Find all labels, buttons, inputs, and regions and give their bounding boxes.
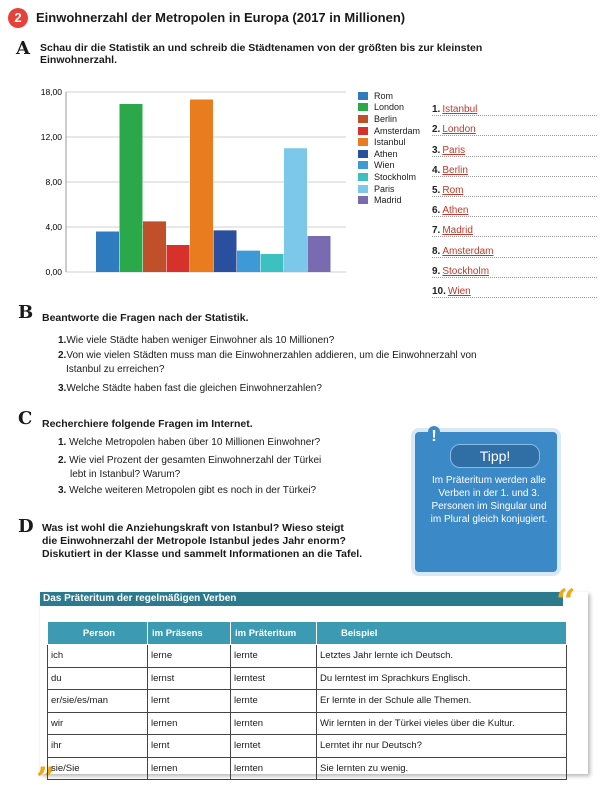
table-cell: lernt [148, 690, 231, 713]
legend-label: Berlin [374, 113, 398, 124]
legend-item [358, 90, 420, 102]
section-b-letter: B [18, 302, 34, 323]
bar-istanbul [190, 100, 213, 273]
table-cell: lernst [148, 667, 231, 690]
bar-wien [237, 251, 260, 272]
answer-city: Madrid [442, 225, 473, 237]
legend-label: Wien [374, 160, 395, 171]
legend-swatch [358, 138, 368, 146]
question-text: Welche Metropolen haben über 10 Millionen Einwohner? [69, 437, 321, 448]
bar-athen [214, 230, 237, 272]
section-d-letter: D [18, 516, 34, 537]
y-tick-label: 18,00 [40, 87, 62, 97]
legend-item [358, 113, 420, 125]
table-cell: lerntet [231, 735, 317, 758]
answer-number: 6. [432, 205, 441, 217]
answer-city: Paris [442, 144, 466, 156]
section-c-letter: C [18, 408, 33, 429]
legend-label: Amsterdam [374, 125, 421, 136]
table-cell: lernte [231, 690, 317, 713]
answer-number: 1. [432, 104, 441, 116]
table-cell: Er lernte in der Schule alle Themen. [317, 690, 567, 713]
y-tick-label: 8,00 [45, 177, 62, 187]
answer-list [432, 96, 597, 298]
legend-item [358, 183, 420, 195]
legend-item [358, 160, 420, 172]
table-cell: lernten [231, 757, 317, 780]
grammar-table-title: Das Präteritum der regelmäßigen Verben [40, 592, 563, 606]
bar-stockholm [261, 254, 284, 272]
section-d-line2: die Einwohnerzahl der Metropole Istanbul jedes Jahr enorm? [42, 535, 346, 547]
tip-title: Tipp! [450, 444, 540, 468]
question-text: Wie viel Prozent der gesamten Einwohnerzahl der Türkei [69, 455, 322, 466]
answer-city: Rom [442, 184, 464, 196]
answer-number: 5. [432, 184, 441, 196]
answer-number: 3. [432, 144, 441, 156]
question-text: Wie viele Städte haben weniger Einwohner als 10 Millionen? [66, 335, 335, 346]
answer-city: Istanbul [442, 104, 478, 116]
bar-paris [284, 148, 307, 272]
table-cell: sie/Sie [48, 757, 148, 780]
bar-london [120, 104, 143, 272]
table-row [48, 690, 567, 713]
legend-item [358, 171, 420, 183]
question-text: Von wie vielen Städten muss man die Einwohnerzahlen addieren, um die Einwohnerzahl von [66, 350, 477, 361]
bar-berlin [143, 221, 166, 272]
section-d-line1: Was ist wohl die Anziehungskraft von Istanbul? Wieso steigt [42, 522, 344, 534]
legend-item [358, 125, 420, 137]
answer-number: 8. [432, 245, 441, 257]
table-cell: Du lerntest im Sprachkurs Englisch. [317, 667, 567, 690]
exercise-number-badge: 2 [8, 8, 28, 28]
table-cell: er/sie/es/man [48, 690, 148, 713]
table-row [48, 735, 567, 758]
section-c-question-1 [58, 436, 320, 450]
table-header-row [48, 622, 567, 645]
answer-item [432, 136, 597, 156]
section-d-line3: Diskutiert in der Klasse und sammelt Informationen an die Tafel. [42, 548, 363, 560]
legend-swatch [358, 161, 368, 169]
answer-item [432, 258, 597, 278]
legend-swatch [358, 103, 368, 111]
header-praesens: im Präsens [148, 622, 231, 645]
question-text: Welche weiteren Metropolen gibt es noch in der Türkei? [69, 485, 317, 496]
answer-item [432, 177, 597, 197]
legend-item [358, 194, 420, 206]
answer-city: Athen [442, 205, 469, 217]
table-cell: ich [48, 645, 148, 668]
answer-item [432, 197, 597, 217]
header-beispiel: Beispiel [317, 622, 567, 645]
y-tick-label: 4,00 [45, 222, 62, 232]
legend-swatch [358, 115, 368, 123]
legend-swatch [358, 196, 368, 204]
question-number: 2. [58, 350, 67, 361]
section-c-title: Recherchiere folgende Fragen im Internet. [42, 418, 253, 430]
answer-city: London [442, 124, 476, 136]
answer-item [432, 157, 597, 177]
answer-city: Berlin [442, 164, 468, 176]
legend-swatch [358, 92, 368, 100]
table-cell: lernen [148, 712, 231, 735]
table-row [48, 712, 567, 735]
section-b-question-2 [58, 349, 477, 363]
bar-rom [96, 232, 119, 273]
section-b-title: Beantworte die Fragen nach der Statistik. [42, 312, 249, 324]
section-c-question-2 [58, 454, 321, 468]
answer-item [432, 116, 597, 136]
question-number: 3. [58, 383, 67, 394]
answer-number: 2. [432, 124, 441, 136]
table-cell: lerntest [231, 667, 317, 690]
legend-label: Stockholm [374, 171, 417, 182]
answer-city: Stockholm [442, 265, 490, 277]
legend-label: Paris [374, 183, 395, 194]
section-a-instruction-line2: Einwohnerzahl. [40, 54, 118, 66]
section-b-question-1 [58, 334, 334, 348]
exercise-title: Einwohnerzahl der Metropolen in Europa (2017 in Millionen) [36, 10, 406, 25]
bar-amsterdam [167, 245, 190, 272]
question-number: 1. [58, 437, 67, 448]
bar-madrid [308, 236, 331, 272]
legend-label: London [374, 102, 405, 113]
legend-item [358, 136, 420, 148]
answer-number: 10. [432, 285, 446, 297]
question-text: Welche Städte haben fast die gleichen Einwohnerzahlen? [66, 383, 322, 394]
legend-swatch [358, 127, 368, 135]
legend-item [358, 102, 420, 114]
answer-item [432, 278, 597, 298]
answer-number: 4. [432, 164, 441, 176]
y-tick-label: 12,00 [40, 132, 62, 142]
legend-label: Athen [374, 148, 398, 159]
table-cell: lernen [148, 757, 231, 780]
header-praeteritum: im Präteritum [231, 622, 317, 645]
answer-number: 9. [432, 265, 441, 277]
section-c-question-3 [58, 484, 316, 498]
chart-legend [358, 90, 420, 206]
grammar-table [47, 621, 567, 780]
table-row [48, 757, 567, 780]
legend-item [358, 148, 420, 160]
table-cell: ihr [48, 735, 148, 758]
legend-swatch [358, 150, 368, 158]
answer-city: Wien [447, 285, 471, 297]
question-number: 2. [58, 455, 67, 466]
table-cell: Lerntet ihr nur Deutsch? [317, 735, 567, 758]
question-number: 3. [58, 485, 67, 496]
table-row [48, 645, 567, 668]
section-b-question-2-cont: Istanbul zu erreichen? [66, 364, 165, 375]
answer-item [432, 96, 597, 116]
header-person: Person [48, 622, 148, 645]
section-a-letter: A [16, 38, 30, 59]
answer-number: 7. [432, 225, 441, 237]
legend-label: Madrid [374, 195, 402, 206]
table-cell: du [48, 667, 148, 690]
table-cell: lerne [148, 645, 231, 668]
table-cell: lernt [148, 735, 231, 758]
legend-label: Rom [374, 90, 394, 101]
exclamation-icon: ! [428, 426, 440, 448]
section-b-question-3 [58, 382, 322, 396]
table-cell: lernte [231, 645, 317, 668]
table-cell: Letztes Jahr lernte ich Deutsch. [317, 645, 567, 668]
legend-swatch [358, 173, 368, 181]
legend-label: Istanbul [374, 137, 406, 148]
table-cell: wir [48, 712, 148, 735]
y-tick-label: 0,00 [45, 267, 62, 277]
table-cell: Sie lernten zu wenig. [317, 757, 567, 780]
answer-item [432, 237, 597, 257]
table-row [48, 667, 567, 690]
quote-close-icon: ” [36, 760, 56, 800]
answer-city: Amsterdam [442, 245, 494, 257]
section-c-question-2-cont: lebt in Istanbul? Warum? [70, 469, 181, 480]
tip-text: Im Präteritum werden alle Verben in der 1. und 3. Personen im Singular und im Plural gleich konjugiert. [430, 475, 548, 525]
table-cell: Wir lernten in der Türkei vieles über die Kultur. [317, 712, 567, 735]
legend-swatch [358, 185, 368, 193]
answer-item [432, 217, 597, 237]
quote-open-icon: “ [556, 582, 576, 622]
population-bar-chart [30, 84, 350, 284]
question-number: 1. [58, 335, 67, 346]
section-a-instruction-line1: Schau dir die Statistik an und schreib die Städtenamen von der größten bis zur kleinsten [40, 42, 483, 54]
table-cell: lernten [231, 712, 317, 735]
